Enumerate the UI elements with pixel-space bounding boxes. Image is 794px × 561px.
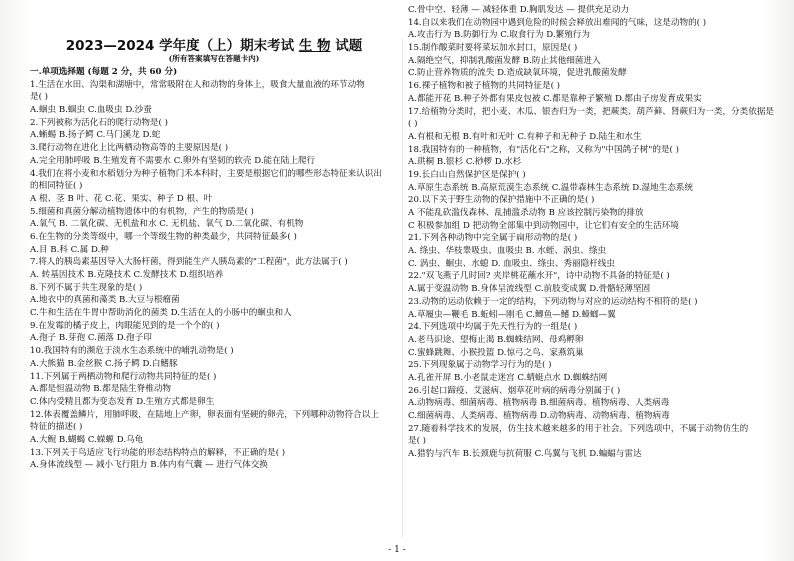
question-line: A.隔绝空气，抑制乳酸菌发酵 B.防止其他细菌进入: [408, 55, 601, 66]
question-line: A.氧气 B. 二氧化碳、无机盐和水 C. 无机盐、氧气 D.二氧化碳、有机物: [30, 219, 304, 230]
question-line: 8.下列不属于共生现象的是( ): [30, 282, 143, 293]
question-line: A.老马识途、望梅止渴 B.蜘蛛结网、母鸡孵卵: [408, 334, 584, 345]
question-line: A.草履虫—鞭毛 B.蚯蚓—刚毛 C.鲫鱼—鳍 D.蟑螂—翼: [408, 309, 616, 320]
question-line: 11.下列属于两栖动物和爬行动物共同特征的是( ): [30, 371, 217, 382]
question-line: 5.细菌和真菌分解动植物遗体中的有机物，产生的物质是( ): [30, 206, 254, 217]
question-line: C.牛和生活在牛胃中帮助消化的菌类 D.生活在人的小肠中的蛔虫和人: [30, 308, 292, 319]
question-line: A.动物病毒、细菌病毒、植物病毒 B.细菌病毒、植物病毒、人类病毒: [408, 398, 670, 409]
question-line: A. 绦虫、华枝睾吸虫、血吸虫 B. 水蛭、涡虫、绦虫: [408, 246, 607, 257]
exam-title: [30, 34, 398, 54]
question-line: 25.下列现象属于动物学习行为的是( ): [408, 360, 552, 371]
question-line: 18.我国特有的一种植物，有"活化石"之称，又称为"中国鸽子树"的是( ): [408, 144, 679, 155]
question-line: 的相同特征( ): [30, 181, 83, 192]
question-line: 2.下列被称为活化石的爬行动物是( ): [30, 117, 168, 128]
question-line: 13.下列关于鸟适应飞行功能的形态结构特点的解释，不正确的是( ): [30, 447, 286, 458]
title-prefix: 2023—2024 学年度（上）期末考试: [65, 38, 295, 54]
page-number: - 1 -: [388, 545, 406, 555]
question-line: 特征的描述( ): [30, 422, 83, 433]
question-line: A.完全用肺呼吸 B.生殖发育不需要水 C.卵外有坚韧的软壳 D.能在陆上爬行: [30, 155, 316, 166]
question-line: 17.给植物分类时，把小麦、木瓜、银杏归为一类，把蕨类、葫芦藓、肾蕨归为一类，分类依据是: [408, 106, 775, 117]
question-line: C.蜜蜂跳舞、小猴投篮 D.惊弓之鸟、家燕筑巢: [408, 347, 584, 358]
question-line: C.细菌病毒、人类病毒、植物病毒 D.动物病毒、动物病毒、植物病毒: [408, 411, 670, 421]
question-line: A.大熊猫 B.金丝猴 C.扬子鳄 D.白鳍豚: [30, 358, 178, 369]
question-line: A.草原生态系统 B.高原荒漠生态系统 C.温带森林生态系统 D.湿地生态系统: [408, 182, 694, 193]
question-line: 1.生活在水田、沟渠和湖塘中，常常吸附在人和动物的身体上，吸食大量血液的环节动物: [30, 79, 365, 90]
question-line: 4.我们在将小麦和水稻划分为种子植物门禾本科时，主要是根据它们的哪些形态特征来认识出: [30, 168, 382, 179]
question-line: A.攻击行为 B.防御行为 C.取食行为 D.繁殖行为: [408, 30, 590, 41]
question-line: 26.引起口蹄疫、艾滋病、烟草花叶病的病毒分别属于( ): [408, 385, 621, 396]
question-line: 是( ): [408, 436, 427, 447]
question-line: A.身体流线型 — 减小飞行阻力 B.体内有气囊 — 进行气体交换: [30, 460, 268, 471]
question-line: 10.我国特有的濒危于淡水生态系统中的哺乳动物是( ): [30, 346, 234, 357]
section-heading: 一.单项选择题 (每题 2 分，共 60 分): [30, 67, 178, 77]
question-line: A.有根和无根 B.有叶和无叶 C.有种子和无种子 D.陆生和水生: [408, 131, 642, 142]
question-line: 27.随着科学技术的发展，仿生技术越来越多的用于社会。下列选项中，不属于动物仿生的: [408, 423, 749, 434]
question-line: A.蜥蜴 B.扬子鳄 C.马门溪龙 D.蛇: [30, 130, 161, 141]
question-line: A 根、茎 B 叶、花 C.花、果实、种子 D 根、叶: [30, 193, 213, 204]
question-line: 6.在生物的分类等级中，哪一个等级生物的种类最少，共同特征最多( ): [30, 231, 297, 242]
left-column: [30, 66, 398, 472]
question-line: A.孢子 B.芽孢 C.菌落 D.孢子印: [30, 333, 152, 344]
question-line: ( ): [408, 119, 418, 130]
question-line: 16.裸子植物和被子植物的共同特征是( ): [408, 81, 561, 92]
question-line: C.防止营养物质的流失 D.造成缺氧环境，促进乳酸菌发酵: [408, 68, 627, 79]
question-line: A.目 B.科 C.属 D.种: [30, 244, 109, 255]
question-line: C. 涡虫、蛔虫、水螅 D. 血吸虫、绦虫、秀丽隐杆线虫: [408, 258, 615, 269]
title-suffix: 试题: [335, 38, 363, 54]
answer-note: (所有答案填写在答题卡内): [168, 54, 260, 63]
question-line: A.都能开花 B.种子外都有果皮包被 C.都是靠种子繁殖 D.都由子房发育成果实: [408, 93, 702, 104]
question-line: 12.体表覆盖鳞片，用肺呼吸，在陆地上产卵，卵表面有坚硬的卵壳，下列哪种动物符合以上: [30, 409, 379, 420]
question-line: A.猎豹与汽车 B.长颈鹿与抗荷服 C.鸟翼与飞机 D.蝙蝠与雷达: [408, 449, 642, 460]
subject-name: 生 物: [298, 38, 331, 54]
question-line: A. 转基因技术 B.克隆技术 C.发酵技术 D.组织培养: [30, 270, 224, 280]
right-column: [408, 4, 780, 461]
question-line: 14.自以来我们在动物园中遇到危险的时候会释放出难闻的气味，这是动物的( ): [408, 17, 707, 28]
question-line: C 积极参加组 D 把动物全部集中到动物园中，让它们有安全的生活环境: [408, 220, 679, 231]
question-line: A.珙桐 B.银杉 C.桫椤 D.水杉: [408, 157, 522, 168]
question-line: A.属于变温动物 B.身体呈流线型 C.前肢变成翼 D.骨骼轻薄坚固: [408, 284, 651, 295]
question-line: A.孔雀开屏 B.小老鼠走迷宫 C.蜻蜓点水 D.蜘蛛结网: [408, 372, 608, 383]
question-line: 7.将人的胰岛素基因导入大肠杆菌，得到能生产人胰岛素的"工程菌"，此方法属于( ): [30, 257, 348, 268]
question-line: C.体内受精且都为变态发育 D.生殖方式都是卵生: [30, 396, 215, 407]
question-line: 19.长白山自然保护区是保护( ): [408, 169, 526, 180]
question-line: 是( ): [30, 92, 49, 103]
question-line: 15.制作酸菜时要将菜坛加水封口，原因是( ): [408, 43, 578, 54]
question-line: 3.爬行动物在进化上比两栖动物高等的主要原因是( ): [30, 143, 229, 154]
question-line: A.都是恒温动物 B.都是陆生脊椎动物: [30, 384, 172, 395]
question-line: C.骨中空、轻薄 — 减轻体重 D.胸肌发达 — 提供充足动力: [408, 5, 630, 15]
question-line: 24.下列选项中均属于先天性行为的一组是( ): [408, 322, 578, 333]
question-line: 20.以下关于野生动物的保护措施中不正确的是( ): [408, 195, 595, 206]
question-line: A.蛔虫 B.蝈虫 C.血吸虫 D.沙蚕: [30, 105, 152, 116]
question-line: 9.在发霉的橘子皮上，肉眼能见到的是一个个的( ): [30, 320, 220, 331]
question-line: 21.下列各种动物中完全属于扁形动物的是( ): [408, 233, 578, 244]
question-line: A.大鲵 B.蝴蝎 C.蝾螈 D.乌龟: [30, 434, 144, 445]
question-line: A.地衣中的真菌和藻类 B.大豆与根瘤菌: [30, 295, 180, 306]
question-line: A 不能乱砍滥伐森林、乱捕滥杀动物 B 应该控制污染物的排放: [408, 208, 644, 218]
question-line: 23.动物的运动依赖于一定的结构，下列动物与对应的运动结构不相符的是( ): [408, 296, 698, 307]
question-line: 22."双飞燕子几时回? 夹岸桃花蘸水开"，诗中动物不具备的特征是( ): [408, 271, 670, 282]
column-divider: [402, 38, 403, 538]
